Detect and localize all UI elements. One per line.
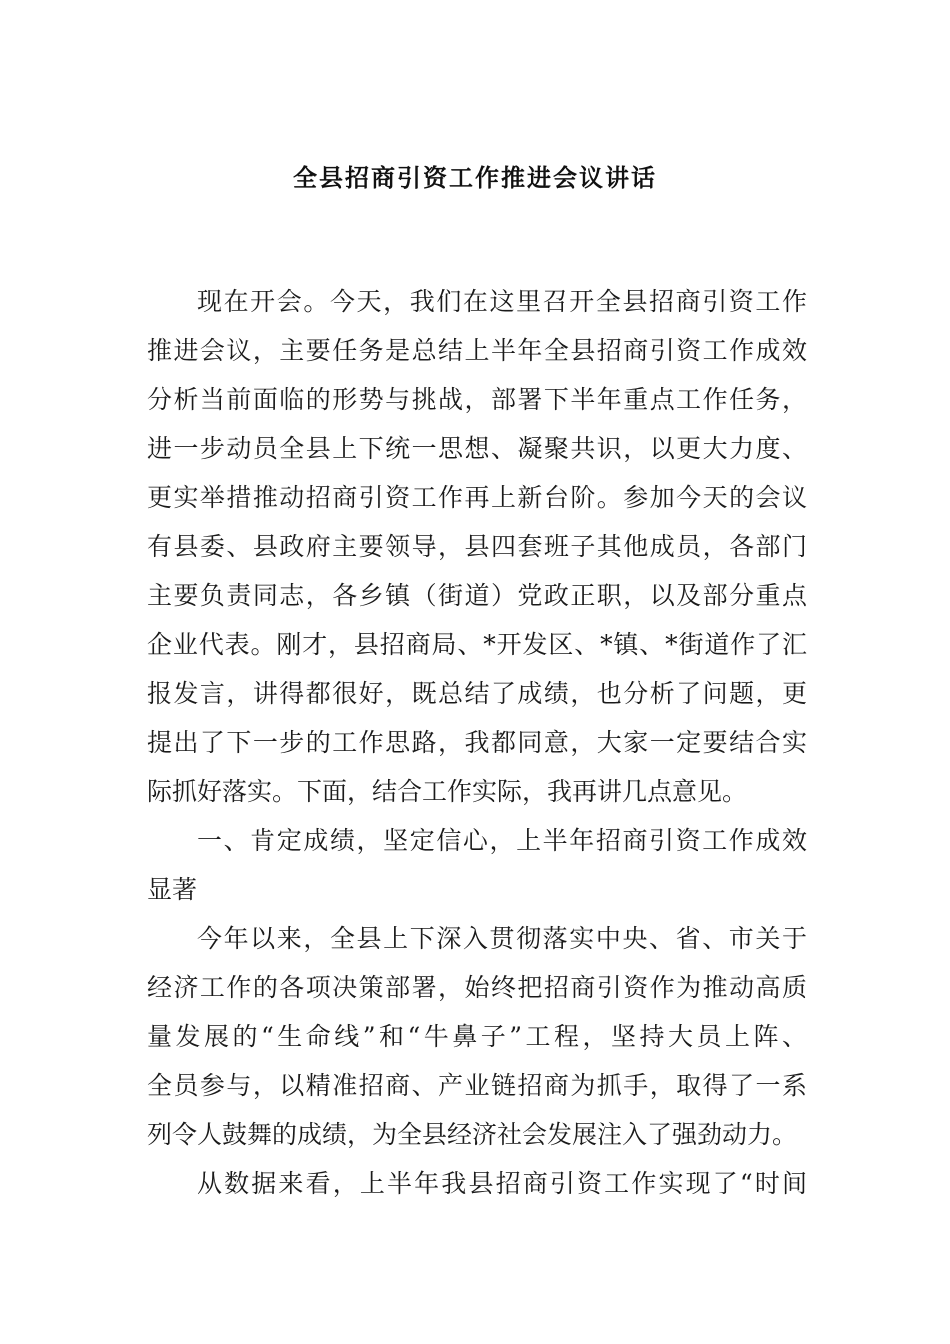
section-heading-line: 一、肯定成绩，坚定信心，上半年招商引资工作成效 xyxy=(197,826,807,855)
paragraph-line: 企业代表。刚才，县招商局、*开发区、*镇、*街道作了汇 xyxy=(147,630,807,659)
paragraph-line: 更实举措推动招商引资工作再上新台阶。参加今天的会议 xyxy=(147,483,807,512)
paragraph-line: 今年以来，全县上下深入贯彻落实中央、省、市关于 xyxy=(197,924,807,953)
paragraph-line: 从数据来看，上半年我县招商引资工作实现了“时间 xyxy=(197,1169,807,1198)
paragraph-line: 分析当前面临的形势与挑战，部署下半年重点工作任务， xyxy=(147,385,807,414)
paragraph-line: 进一步动员全县上下统一思想、凝聚共识，以更大力度、 xyxy=(147,434,807,463)
paragraph-line: 经济工作的各项决策部署，始终把招商引资作为推动高质 xyxy=(147,973,807,1002)
paragraph-line: 际抓好落实。下面，结合工作实际，我再讲几点意见。 xyxy=(147,777,748,806)
section-heading-line: 显著 xyxy=(147,875,198,904)
paragraph-line: 报发言，讲得都很好，既总结了成绩，也分析了问题，更 xyxy=(147,679,807,708)
paragraph-line: 量发展的“生命线”和“牛鼻子”工程，坚持大员上阵、 xyxy=(147,1022,807,1051)
paragraph-line: 提出了下一步的工作思路，我都同意，大家一定要结合实 xyxy=(147,728,807,757)
document-body xyxy=(147,277,807,1208)
paragraph-line: 全员参与，以精准招商、产业链招商为抓手，取得了一系 xyxy=(147,1071,807,1100)
document-title: 全县招商引资工作推进会议讲话 xyxy=(293,163,657,192)
paragraph-line: 现在开会。今天，我们在这里召开全县招商引资工作 xyxy=(197,287,807,316)
paragraph-line: 主要负责同志，各乡镇（街道）党政正职，以及部分重点 xyxy=(147,581,807,610)
paragraph-line: 有县委、县政府主要领导，县四套班子其他成员，各部门 xyxy=(147,532,807,561)
paragraph-line: 列令人鼓舞的成绩，为全县经济社会发展注入了强劲动力。 xyxy=(147,1120,798,1149)
paragraph-line: 推进会议，主要任务是总结上半年全县招商引资工作成效 xyxy=(147,336,807,365)
